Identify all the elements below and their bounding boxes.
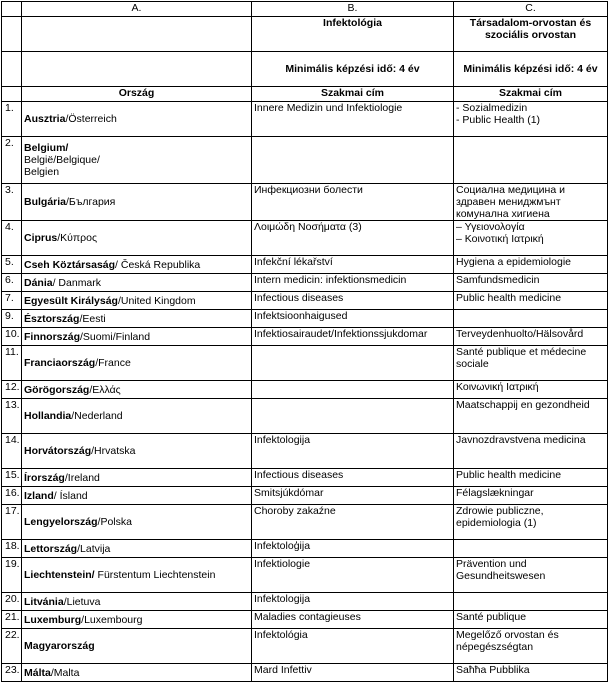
country-hu-name: Litvánia [24,595,64,608]
table-row [2,310,608,328]
country-native-name: / Ísland [53,489,88,502]
table-row [2,629,608,664]
title-b-cell: Инфекциозни болести [252,184,454,221]
row-number: 17. [2,505,22,540]
table-row [2,274,608,292]
title-c-cell: Hygiena a epidemiologie [454,256,608,274]
title-b-cell [252,346,454,381]
row-number: 5. [2,256,22,274]
country-cell [22,558,252,593]
country-native-name: /Österreich [65,113,117,125]
row-number: 22. [2,629,22,664]
country-native-name: /Nederland [71,410,123,422]
row-number: 4. [2,221,22,256]
title-c-cell [454,137,608,184]
table-row [2,221,608,256]
country-hu-name: Belgium/ [24,142,69,154]
table-row [2,137,608,184]
country-cell [22,469,252,487]
table-row [2,184,608,221]
title-c-cell: Zdrowie publiczne, epidemiologia (1) [454,505,608,540]
title-b-cell: Infektiologie [252,558,454,593]
table-row [2,399,608,434]
min-duration-b: Minimális képzési idő: 4 év [252,52,454,87]
title-c-cell: Samfundsmedicin [454,274,608,292]
title-c-cell: Public health medicine [454,469,608,487]
country-native-name: /България [66,196,116,208]
row-number: 13. [2,399,22,434]
title-c-cell: Félagslækningar [454,487,608,505]
row-number: 11. [2,346,22,381]
title-b-cell: Infectious diseases [252,292,454,310]
title-b-cell: Intern medicin: infektionsmedicin [252,274,454,292]
title-c-cell: Santé publique [454,611,608,629]
country-native-name: /Κύπρος [57,232,98,244]
row-number: 2. [2,137,22,184]
country-cell [22,629,252,664]
country-native-name: /United Kingdom [117,294,196,307]
column-a-letter: A. [22,2,252,17]
country-hu-name: Magyarország [24,640,95,652]
corner-cell [2,2,22,17]
min-duration-c: Minimális képzési idő: 4 év [454,52,608,87]
title-b-cell [252,399,454,434]
row-number: 14. [2,434,22,469]
row-number: 20. [2,593,22,611]
country-native-name: / Danmark [52,276,102,289]
country-cell [22,611,252,629]
country-native-name: / Česká Republika [115,258,201,271]
country-cell [22,346,252,381]
row-number: 7. [2,292,22,310]
row-number: 15. [2,469,22,487]
country-hu-name: Izland [24,489,54,502]
title-c-cell: Santé publique et médecine sociale [454,346,608,381]
row-number: 18. [2,540,22,558]
table-row [2,558,608,593]
country-hu-name: Írország [24,471,65,484]
country-hu-name: Egyesült Királyság [24,294,118,307]
country-hu-name: Görögország [24,383,90,396]
country-hu-name: Lettország [24,542,78,555]
country-cell [22,310,252,328]
row-number: 16. [2,487,22,505]
title-b-cell: Choroby zakaźne [252,505,454,540]
title-b-cell: Infektiosairaudet/Infektionssjukdomar [252,328,454,346]
table-row [2,593,608,611]
title-c-cell: Terveydenhuolto/Hälsovård [454,328,608,346]
title-header-c: Szakmai cím [454,87,608,102]
title-b-cell: Maladies contagieuses [252,611,454,629]
country-native-name: /Malta [50,666,80,679]
title-b-cell: Infectious diseases [252,469,454,487]
title-b-cell: Mard Infettiv [252,664,454,682]
title-c-cell: Κοινωνική Ιατρική [454,381,608,399]
country-hu-name: Dánia [24,276,53,289]
country-native-name: /Latvija [77,542,111,555]
title-b-cell: Λοιμώδη Νοσήματα (3) [252,221,454,256]
table-row [2,328,608,346]
title-b-cell [252,381,454,399]
specialty-title-row [2,17,608,52]
row-number: 6. [2,274,22,292]
country-native-name: /Ireland [64,471,100,484]
country-native-name: België/Belgique/ Belgien [24,154,100,178]
country-native-name: /Suomi/Finland [80,330,151,343]
country-native-name: /Luxembourg [81,613,143,626]
country-cell [22,381,252,399]
country-cell [22,292,252,310]
column-c-letter: C. [454,2,608,17]
country-cell [22,137,252,184]
title-b-cell: Infektsioonhaigused [252,310,454,328]
country-hu-name: Málta [24,666,51,679]
country-native-name: Fürstentum Liechtenstein [94,569,216,581]
row-number: 23. [2,664,22,682]
country-cell [22,664,252,682]
table-row [2,256,608,274]
title-b-cell: Infektoloģija [252,540,454,558]
table-row [2,434,608,469]
country-hu-name: Ciprus [24,232,58,244]
title-c-cell [454,310,608,328]
title-c-cell: Megelőző orvostan és népegészségtan [454,629,608,664]
country-hu-name: Franciaország [24,357,96,369]
country-cell [22,256,252,274]
title-c-cell: – Υγειονολογία – Κοινοτική Ιατρική [454,221,608,256]
row-number: 9. [2,310,22,328]
table-row [2,102,608,137]
row-number: 19. [2,558,22,593]
country-native-name: /Lietuva [63,595,101,608]
table-row [2,664,608,682]
title-c-cell: Public health medicine [454,292,608,310]
title-c-cell [454,593,608,611]
country-cell [22,184,252,221]
title-header-b: Szakmai cím [252,87,454,102]
country-hu-name: Luxemburg [24,613,82,626]
table-row [2,487,608,505]
title-c-cell: Prävention und Gesundheitswesen [454,558,608,593]
table-row [2,346,608,381]
table-row [2,292,608,310]
country-cell [22,593,252,611]
title-b-cell: Infekční lékařství [252,256,454,274]
row-number: 21. [2,611,22,629]
country-hu-name: Cseh Köztársaság [24,258,116,271]
specialty-table [1,1,608,682]
country-hu-name: Bulgária [24,196,67,208]
country-hu-name: Finnország [24,330,81,343]
specialty-c-title: Társadalom-orvostan és szociális orvostan [454,17,608,52]
row-number: 3. [2,184,22,221]
country-hu-name: Lengyelország [24,516,98,528]
country-native-name: /Polska [97,516,132,528]
country-cell [22,434,252,469]
country-header: Ország [22,87,252,102]
country-cell [22,328,252,346]
row-number: 1. [2,102,22,137]
title-b-cell: Infektologija [252,434,454,469]
country-native-name: /France [95,357,131,369]
country-native-name: /Ελλάς [89,383,121,396]
country-hu-name: Liechtenstein/ [24,569,95,581]
specialty-b-title: Infektológia [252,17,454,52]
country-native-name: /Hrvatska [91,445,136,457]
title-b-cell: Innere Medizin und Infektiologie [252,102,454,137]
title-b-cell: Infektológia [252,629,454,664]
country-cell [22,274,252,292]
title-b-cell [252,137,454,184]
country-cell [22,505,252,540]
title-c-cell: Maatschappij en gezondheid [454,399,608,434]
country-native-name: /Eesti [79,312,106,325]
country-cell [22,399,252,434]
country-hu-name: Horvátország [24,445,92,457]
title-b-cell: Smitsjúkdómar [252,487,454,505]
country-cell [22,221,252,256]
table-row [2,469,608,487]
table-row [2,381,608,399]
country-cell [22,487,252,505]
column-letter-row [2,2,608,17]
title-c-cell [454,540,608,558]
table-row [2,505,608,540]
title-c-cell: - Sozialmedizin - Public Health (1) [454,102,608,137]
country-cell [22,540,252,558]
table-row [2,611,608,629]
title-c-cell: Социална медицина и здравен мениджмънт комунална хигиена [454,184,608,221]
min-duration-row [2,52,608,87]
row-number: 10. [2,328,22,346]
country-hu-name: Ausztria [24,113,66,125]
title-b-cell: Infektologija [252,593,454,611]
table-row [2,540,608,558]
country-cell [22,102,252,137]
title-c-cell: Javnozdravstvena medicina [454,434,608,469]
row-number: 12. [2,381,22,399]
country-hu-name: Hollandia [24,410,72,422]
title-c-cell: Saħħa Pubblika [454,664,608,682]
label-row [2,87,608,102]
country-hu-name: Észtország [24,312,80,325]
column-b-letter: B. [252,2,454,17]
